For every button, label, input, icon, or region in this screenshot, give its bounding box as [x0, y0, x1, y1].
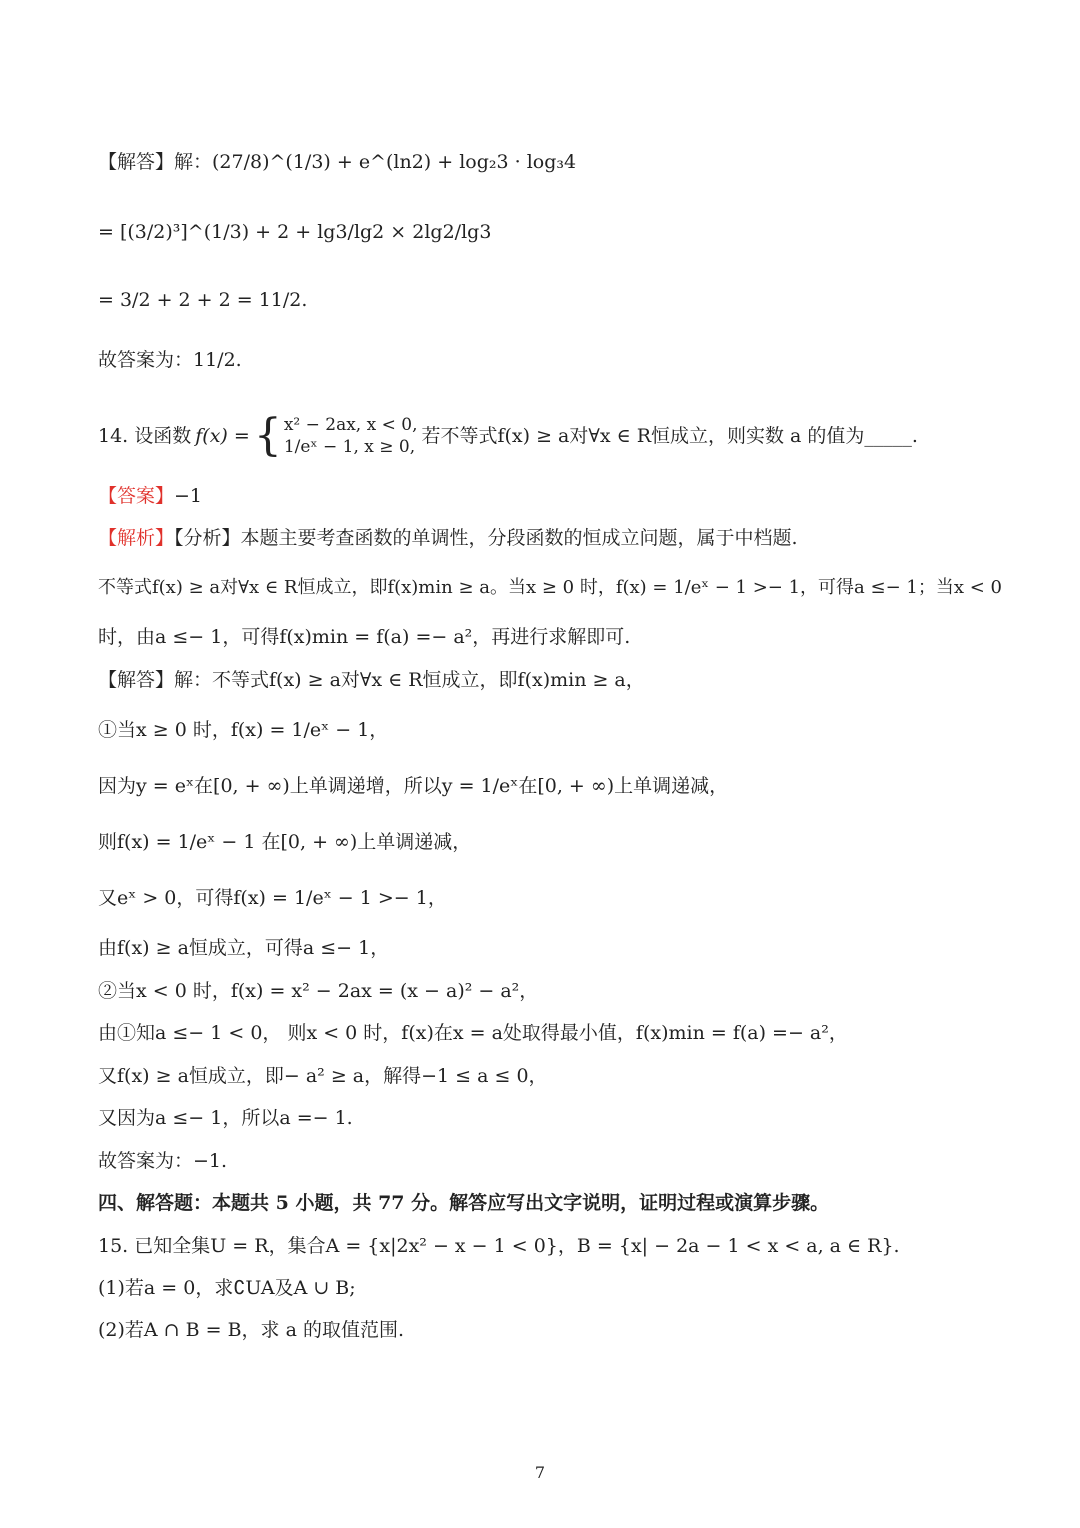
- line-solution-start: 【解答】解：(27/8)^(1/3) + e^(ln2) + log₂3 · log₃4: [98, 151, 577, 173]
- brace-symbol: {: [253, 410, 282, 461]
- answer-14-final: 故答案为：−1.: [98, 1150, 228, 1172]
- analysis-body-1: 不等式f(x) ≥ a对∀x ∈ R恒成立，即f(x)min ≥ a。当x ≥ 0 时，f(x) = 1/eˣ − 1 >− 1，可得a ≤− 1；当x < 0: [98, 577, 1002, 598]
- question-15-part-2: (2)若A ∩ B = B，求 a 的取值范围.: [98, 1319, 405, 1341]
- solution-line-3: 因为y = eˣ在[0, + ∞)上单调递增，所以y = 1/eˣ在[0, + ∞)上单调递减，: [98, 775, 729, 797]
- line-answer-13: 故答案为：11/2.: [98, 349, 242, 371]
- piece-1: x² − 2ax, x < 0,: [283, 415, 418, 435]
- solution-line-4: 则f(x) = 1/eˣ − 1 在[0, + ∞)上单调递减，: [98, 831, 472, 853]
- piecewise-cases: [284, 414, 418, 458]
- section-heading: 四、解答题：本题共 5 小题，共 77 分。解答应写出文字说明，证明过程或演算步骤。: [98, 1192, 830, 1214]
- analysis-line: [98, 526, 798, 550]
- question-14-suffix: 若不等式f(x) ≥ a对∀x ∈ R恒成立，则实数 a 的值为_____.: [421, 425, 918, 447]
- solution-line-10: 又因为a ≤− 1，所以a =− 1.: [98, 1107, 353, 1129]
- question-14-prefix: 14. 设函数: [98, 425, 192, 447]
- analysis-tag: 【解析】: [98, 527, 175, 549]
- solution-line-6: 由f(x) ≥ a恒成立，可得a ≤− 1，: [98, 937, 390, 959]
- solution-line-2: ①当x ≥ 0 时，f(x) = 1/eˣ − 1，: [98, 719, 389, 741]
- question-15-part-1: (1)若a = 0，求∁UA及A ∪ B;: [98, 1277, 356, 1299]
- answer-tag: 【答案】: [98, 485, 175, 507]
- answer-line: [98, 484, 202, 508]
- line-step-1: = [(3/2)³]^(1/3) + 2 + lg3/lg2 × 2lg2/lg3: [98, 221, 492, 243]
- solution-line-9: 又f(x) ≥ a恒成立，即− a² ≥ a，解得−1 ≤ a ≤ 0，: [98, 1065, 548, 1087]
- answer-value: −1: [174, 485, 203, 507]
- analysis-body-2: 时，由a ≤− 1，可得f(x)min = f(a) =− a²，再进行求解即可.: [98, 626, 631, 648]
- question-15: 15. 已知全集U = R，集合A = {x|2x² − x − 1 < 0}，B = {x| − 2a − 1 < x < a, a ∈ R}.: [98, 1235, 900, 1257]
- analysis-text: 【分析】本题主要考查函数的单调性，分段函数的恒成立问题，属于中档题.: [174, 527, 798, 549]
- question-14: 14. 设函数 f(x) = { x² − 2ax, x < 0, 1/eˣ − 1, x ≥ 0, 若不等式f(x) ≥ a对∀x ∈ R恒成立，则实数 a 的值为_____.: [98, 410, 918, 461]
- line-step-2: = 3/2 + 2 + 2 = 11/2.: [98, 289, 308, 311]
- solution-line-8: 由①知a ≤− 1 < 0， 则x < 0 时，f(x)在x = a处取得最小值，f(x)min = f(a) =− a²，: [98, 1022, 848, 1044]
- solution-line-7: ②当x < 0 时，f(x) = x² − 2ax = (x − a)² − a²，: [98, 980, 539, 1002]
- piece-2: 1/eˣ − 1, x ≥ 0,: [283, 437, 416, 457]
- solution-line-1: 【解答】解：不等式f(x) ≥ a对∀x ∈ R恒成立，即f(x)min ≥ a，: [98, 669, 645, 691]
- page-number: 7: [534, 1463, 546, 1482]
- solution-line-5: 又eˣ > 0，可得f(x) = 1/eˣ − 1 >− 1，: [98, 887, 447, 909]
